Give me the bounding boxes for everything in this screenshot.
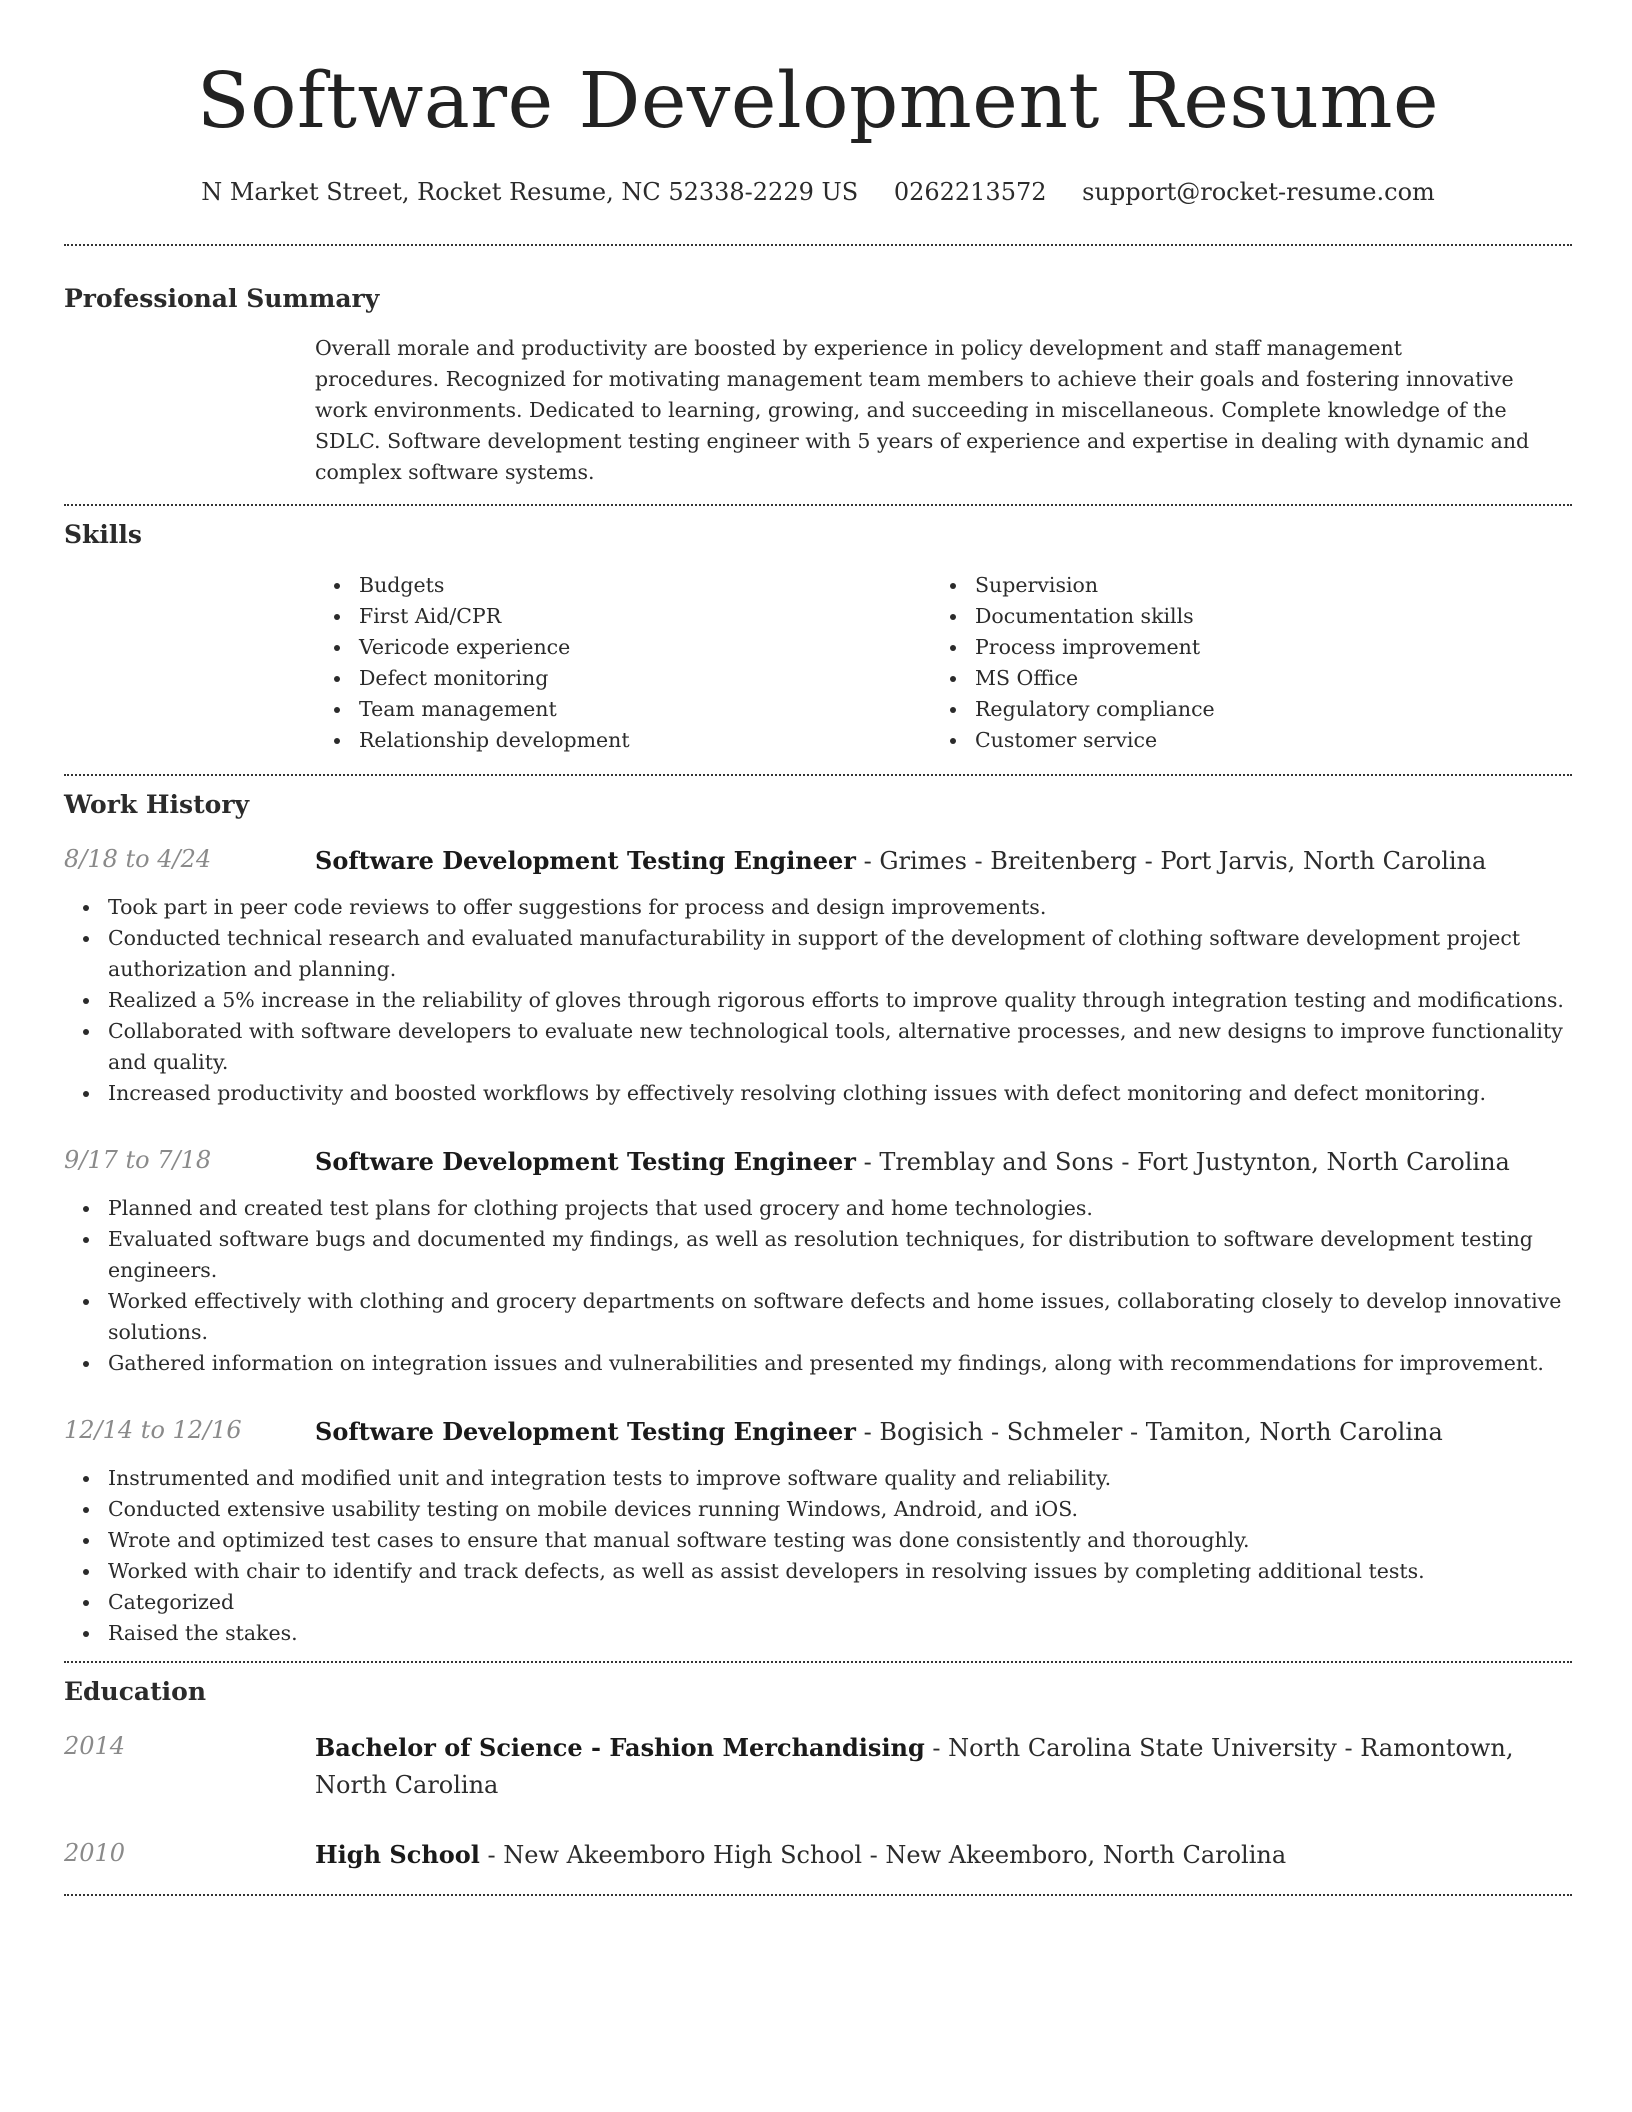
list-item: First Aid/CPR bbox=[315, 601, 931, 632]
list-item: Raised the stakes. bbox=[64, 1618, 1572, 1649]
list-item: Regulatory compliance bbox=[931, 694, 1547, 725]
list-item: Evaluated software bugs and documented my findings, as well as resolution techniques, for distribution to software development testing engineers. bbox=[64, 1224, 1572, 1286]
skills-heading: Skills bbox=[64, 520, 142, 549]
job-entry bbox=[64, 842, 1572, 1109]
job-location: Port Jarvis, North Carolina bbox=[1160, 847, 1487, 875]
list-item: Conducted technical research and evaluated manufacturability in support of the development of clothing software development project authorization and planning. bbox=[64, 923, 1572, 985]
job-company: Tremblay and Sons bbox=[879, 1148, 1114, 1176]
list-item: Worked effectively with clothing and grocery departments on software defects and home issues, collaborating closely to develop innovative solutions. bbox=[64, 1286, 1572, 1348]
list-item: Wrote and optimized test cases to ensure that manual software testing was done consistently and thoroughly. bbox=[64, 1525, 1572, 1556]
list-item: Customer service bbox=[931, 725, 1547, 756]
list-item: Budgets bbox=[315, 570, 931, 601]
education-degree: High School bbox=[315, 1840, 480, 1869]
list-item: Increased productivity and boosted workflows by effectively resolving clothing issues with defect monitoring and defect monitoring. bbox=[64, 1078, 1572, 1109]
job-company: Bogisich - Schmeler bbox=[879, 1418, 1123, 1446]
job-title: Software Development Testing Engineer bbox=[315, 1417, 856, 1446]
job-date: 12/14 to 12/16 bbox=[64, 1416, 242, 1444]
list-item: Realized a 5% increase in the reliability of gloves through rigorous efforts to improve quality through integration testing and modifications. bbox=[64, 985, 1572, 1016]
job-date: 9/17 to 7/18 bbox=[64, 1146, 212, 1174]
job-company: Grimes - Breitenberg bbox=[879, 847, 1137, 875]
list-item: Conducted extensive usability testing on mobile devices running Windows, Android, and iOS. bbox=[64, 1494, 1572, 1525]
work-section bbox=[64, 776, 1572, 1649]
education-school: New Akeemboro High School bbox=[503, 1841, 863, 1869]
contact-line bbox=[64, 176, 1572, 208]
job-entry bbox=[64, 1413, 1572, 1649]
job-heading: Software Development Testing Engineer - Tremblay and Sons - Fort Justynton, North Carolina bbox=[315, 1147, 1510, 1176]
job-bullets bbox=[64, 1193, 1572, 1379]
skills-grid bbox=[315, 570, 1572, 756]
contact-address: N Market Street, Rocket Resume, NC 52338-2229 US bbox=[201, 178, 859, 206]
skills-list-left bbox=[315, 570, 931, 756]
list-item: Defect monitoring bbox=[315, 663, 931, 694]
summary-heading: Professional Summary bbox=[64, 284, 380, 313]
job-entry bbox=[64, 1143, 1572, 1379]
skills-section bbox=[64, 506, 1572, 756]
education-location: New Akeemboro, North Carolina bbox=[885, 1841, 1287, 1869]
list-item: Vericode experience bbox=[315, 632, 931, 663]
job-heading: Software Development Testing Engineer - Grimes - Breitenberg - Port Jarvis, North Carolina bbox=[315, 846, 1487, 875]
job-heading: Software Development Testing Engineer - Bogisich - Schmeler - Tamiton, North Carolina bbox=[315, 1417, 1443, 1446]
list-item: Supervision bbox=[931, 570, 1547, 601]
education-date: 2010 bbox=[64, 1839, 126, 1867]
list-item: Team management bbox=[315, 694, 931, 725]
job-title: Software Development Testing Engineer bbox=[315, 1147, 856, 1176]
contact-email: support@rocket-resume.com bbox=[1082, 178, 1435, 206]
education-heading-line: High School - New Akeemboro High School - New Akeemboro, North Carolina bbox=[315, 1840, 1287, 1869]
summary-section bbox=[64, 246, 1572, 488]
list-item: Gathered information on integration issues and vulnerabilities and presented my findings, along with recommendations for improvement. bbox=[64, 1348, 1572, 1379]
list-item: Collaborated with software developers to evaluate new technological tools, alternative processes, and new designs to improve functionality and quality. bbox=[64, 1016, 1572, 1078]
education-date: 2014 bbox=[64, 1732, 126, 1760]
education-heading: Education bbox=[64, 1677, 207, 1706]
education-location: Ramontown, North Carolina bbox=[315, 1734, 1514, 1799]
job-location: Fort Justynton, North Carolina bbox=[1137, 1148, 1510, 1176]
resume-title: Software Development Resume bbox=[196, 57, 1440, 146]
list-item: Relationship development bbox=[315, 725, 931, 756]
skills-list-right bbox=[931, 570, 1547, 756]
job-date: 8/18 to 4/24 bbox=[64, 845, 212, 873]
list-item: Instrumented and modified unit and integration tests to improve software quality and reliability. bbox=[64, 1463, 1572, 1494]
contact-phone: 0262213572 bbox=[893, 178, 1047, 206]
summary-text: Overall morale and productivity are boosted by experience in policy development and staff management procedures. Recognized for motivating management team members to achieve their goals and fostering innovative work environments. Dedicated to learning, growing, and succeeding in miscellaneous. Complete knowledge of the SDLC. Software development testing engineer with 5 years of experience and expertise in dealing with dynamic and complex software systems. bbox=[315, 336, 1530, 484]
education-section bbox=[64, 1663, 1572, 1874]
job-location: Tamiton, North Carolina bbox=[1145, 1418, 1443, 1446]
resume-page bbox=[64, 0, 1572, 1896]
list-item: Process improvement bbox=[931, 632, 1547, 663]
job-bullets bbox=[64, 1463, 1572, 1649]
list-item: Categorized bbox=[64, 1587, 1572, 1618]
list-item: Planned and created test plans for clothing projects that used grocery and home technologies. bbox=[64, 1193, 1572, 1224]
education-degree: Bachelor of Science - Fashion Merchandising bbox=[315, 1733, 925, 1762]
list-item: Took part in peer code reviews to offer suggestions for process and design improvements. bbox=[64, 892, 1572, 923]
divider bbox=[64, 1894, 1572, 1896]
list-item: MS Office bbox=[931, 663, 1547, 694]
education-heading-line: Bachelor of Science - Fashion Merchandising - North Carolina State University - Ramontown, North Carolina bbox=[315, 1733, 1514, 1799]
education-entry bbox=[64, 1836, 1572, 1874]
list-item: Worked with chair to identify and track defects, as well as assist developers in resolving issues by completing additional tests. bbox=[64, 1556, 1572, 1587]
education-entry bbox=[64, 1729, 1572, 1804]
education-school: North Carolina State University bbox=[948, 1734, 1337, 1762]
list-item: Documentation skills bbox=[931, 601, 1547, 632]
job-bullets bbox=[64, 892, 1572, 1109]
work-heading: Work History bbox=[64, 790, 250, 819]
job-title: Software Development Testing Engineer bbox=[315, 846, 856, 875]
